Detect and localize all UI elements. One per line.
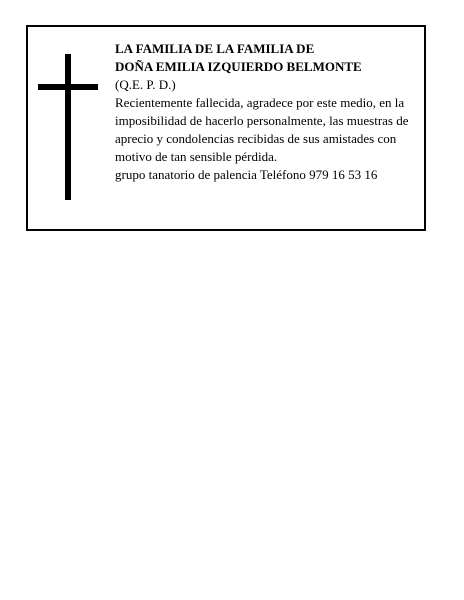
- heading-line-1: LA FAMILIA DE LA FAMILIA DE: [115, 41, 315, 56]
- obituary-notice: [26, 25, 426, 231]
- cross-horizontal-bar: [38, 84, 98, 90]
- thanks-message: Recientemente fallecida, agradece por este medio, en la imposibilidad de hacerlo personalmente, las muestras de aprecio y condolencias recibidas de sus amistades con motivo de tan sensible pérdida.: [115, 95, 409, 164]
- contact-line: grupo tanatorio de palencia Teléfono 979 16 53 16: [115, 167, 378, 182]
- qepd-label: (Q.E. P. D.): [115, 77, 176, 92]
- cross-icon: [38, 54, 98, 200]
- cross-vertical-bar: [65, 54, 71, 200]
- deceased-name: DOÑA EMILIA IZQUIERDO BELMONTE: [115, 59, 362, 74]
- notice-text: [115, 40, 425, 184]
